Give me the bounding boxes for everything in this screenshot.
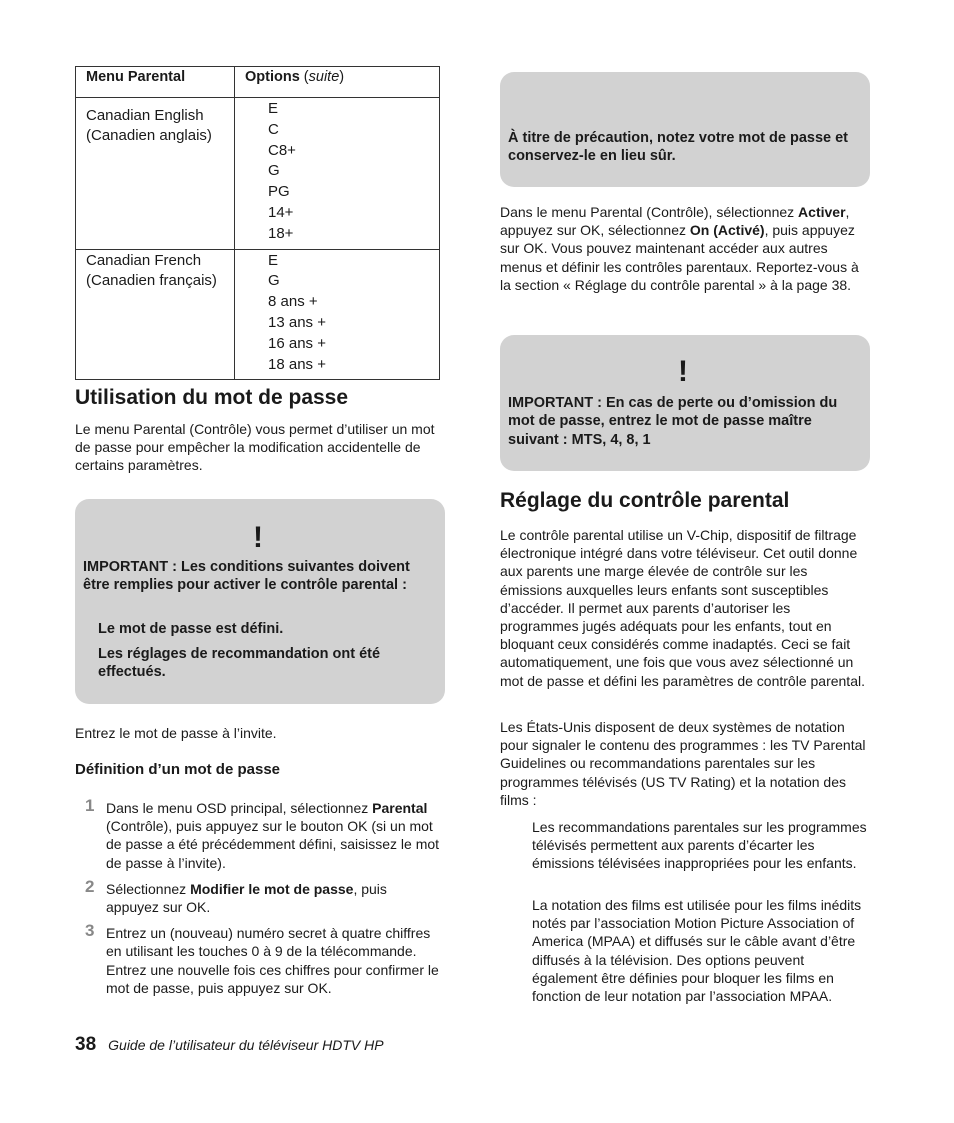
table-row bbox=[76, 98, 440, 250]
parental-options-table bbox=[75, 66, 440, 380]
rating-option: G bbox=[268, 162, 280, 180]
master-password-box bbox=[500, 335, 870, 471]
important-conditions-box bbox=[75, 499, 445, 704]
define-password-subtitle: Définition d’un mot de passe bbox=[75, 761, 281, 778]
important-conditions-text: IMPORTANT : Les conditions suivantes doivent être remplies pour activer le contrôle parental : bbox=[83, 559, 410, 594]
page-number: 38 bbox=[75, 1034, 97, 1055]
rating-option: E bbox=[268, 251, 279, 269]
condition-item: Les réglages de recommandation ont été effectués. bbox=[98, 646, 381, 681]
rating-option: C8+ bbox=[268, 141, 296, 159]
rating-option: E bbox=[268, 100, 279, 117]
step-1: 1 Dans le menu OSD principal, sélectionnez Parental (Contrôle), puis appuyez sur le bouton OK (si un mot de passe a été précédemment défini, saisissez le mot de passe à l’invite). bbox=[85, 796, 440, 871]
password-prompt-text: Entrez le mot de passe à l’invite. bbox=[75, 725, 277, 741]
step-3: 3 Entrez un (nouveau) numéro secret à quatre chiffres en utilisant les touches 0 à 9 de la télécommande. Entrez une nouvelle fois ces chiffres pour confirmer le mot de passe, puis appuyez sur OK. bbox=[85, 921, 439, 996]
list-item: Les recommandations parentales sur les programmes télévisés permettent aux parents d’écarter les émissions télévisées inappropriées pour les enfants. bbox=[532, 819, 867, 872]
caution-box bbox=[500, 72, 870, 187]
table-header-menu: Menu Parental bbox=[76, 67, 235, 98]
password-intro: Le menu Parental (Contrôle) vous permet d’utiliser un mot de passe pour empêcher la modification accidentelle de certains paramètres. bbox=[75, 421, 435, 474]
table-cell-category: Canadian French (Canadien français) bbox=[76, 249, 235, 380]
rating-option: G bbox=[268, 272, 280, 290]
table-cell-options bbox=[235, 249, 440, 380]
rating-option: 18 ans + bbox=[268, 355, 326, 373]
table-cell-category: Canadian English (Canadien anglais) bbox=[76, 98, 235, 250]
exclamation-icon: ! bbox=[253, 521, 263, 554]
password-section-title: Utilisation du mot de passe bbox=[75, 386, 349, 409]
table-cell-options bbox=[235, 98, 440, 250]
rating-option: C bbox=[268, 120, 279, 138]
master-password-text: IMPORTANT : En cas de perte ou d’omission du mot de passe, entrez le mot de passe maître suivant : MTS, 4, 8, 1 bbox=[508, 395, 838, 448]
page-footer bbox=[75, 1034, 384, 1056]
rating-option: 14+ bbox=[268, 203, 294, 221]
exclamation-icon: ! bbox=[678, 355, 688, 388]
list-item: La notation des films est utilisée pour les films inédits notés par l’association Motion Picture Association of America (MPAA) et diffusés sur le câble avant d’être diffusés à la télévision. Des options peuvent également être définies pour bloquer les films en fonction de leur notation par l’association MPAA. bbox=[532, 897, 862, 1005]
rating-option: 13 ans + bbox=[268, 313, 326, 331]
rating-option: 18+ bbox=[268, 224, 294, 242]
step-2: 2 Sélectionnez Modifier le mot de passe, puis appuyez sur OK. bbox=[85, 876, 387, 916]
guide-title: Guide de l’utilisateur du téléviseur HDTV HP bbox=[108, 1037, 384, 1053]
parental-control-title: Réglage du contrôle parental bbox=[500, 489, 790, 512]
rating-option: 16 ans + bbox=[268, 334, 326, 352]
rating-option: 8 ans + bbox=[268, 293, 318, 311]
rating-option: PG bbox=[268, 183, 290, 201]
table-header-row bbox=[76, 67, 440, 98]
caution-text: À titre de précaution, notez votre mot de passe et conservez-le en lieu sûr. bbox=[508, 130, 849, 165]
rating-systems-intro: Les États-Unis disposent de deux systèmes de notation pour signaler le contenu des programmes : les TV Parental Guidelines ou recommandations parentales sur les programmes télévisés (US TV Rating) et la notation des films : bbox=[500, 719, 866, 808]
parental-control-intro: Le contrôle parental utilise un V-Chip, dispositif de filtrage électronique intégré dans votre téléviseur. Cet outil donne aux parents une marge élevée de contrôle sur les émissions auxquelles leurs enfants sont susceptibles d’accéder. Il permet aux parents d’autoriser les programmes jugés adéquats pour les enfants, tout en bloquant ceux considérés comme inadaptés. Ceci se fait automatiquement, une fois que vous avez sélectionné un mot de passe et défini les paramètres de contrôle parental. bbox=[500, 527, 865, 689]
activate-instructions: Dans le menu Parental (Contrôle), sélectionnez Activer, appuyez sur OK, sélectionnez On (Activé), puis appuyez sur OK. Vous pouvez maintenant accéder aux autres menus et définir les contrôles parentaux. Reportez-vous à la section « Réglage du contrôle parental » à la page 38. bbox=[500, 204, 859, 293]
table-header-options: Options (suite) bbox=[235, 67, 440, 98]
table-row bbox=[76, 249, 440, 380]
password-steps bbox=[75, 796, 440, 997]
condition-item: Le mot de passe est défini. bbox=[98, 621, 284, 637]
